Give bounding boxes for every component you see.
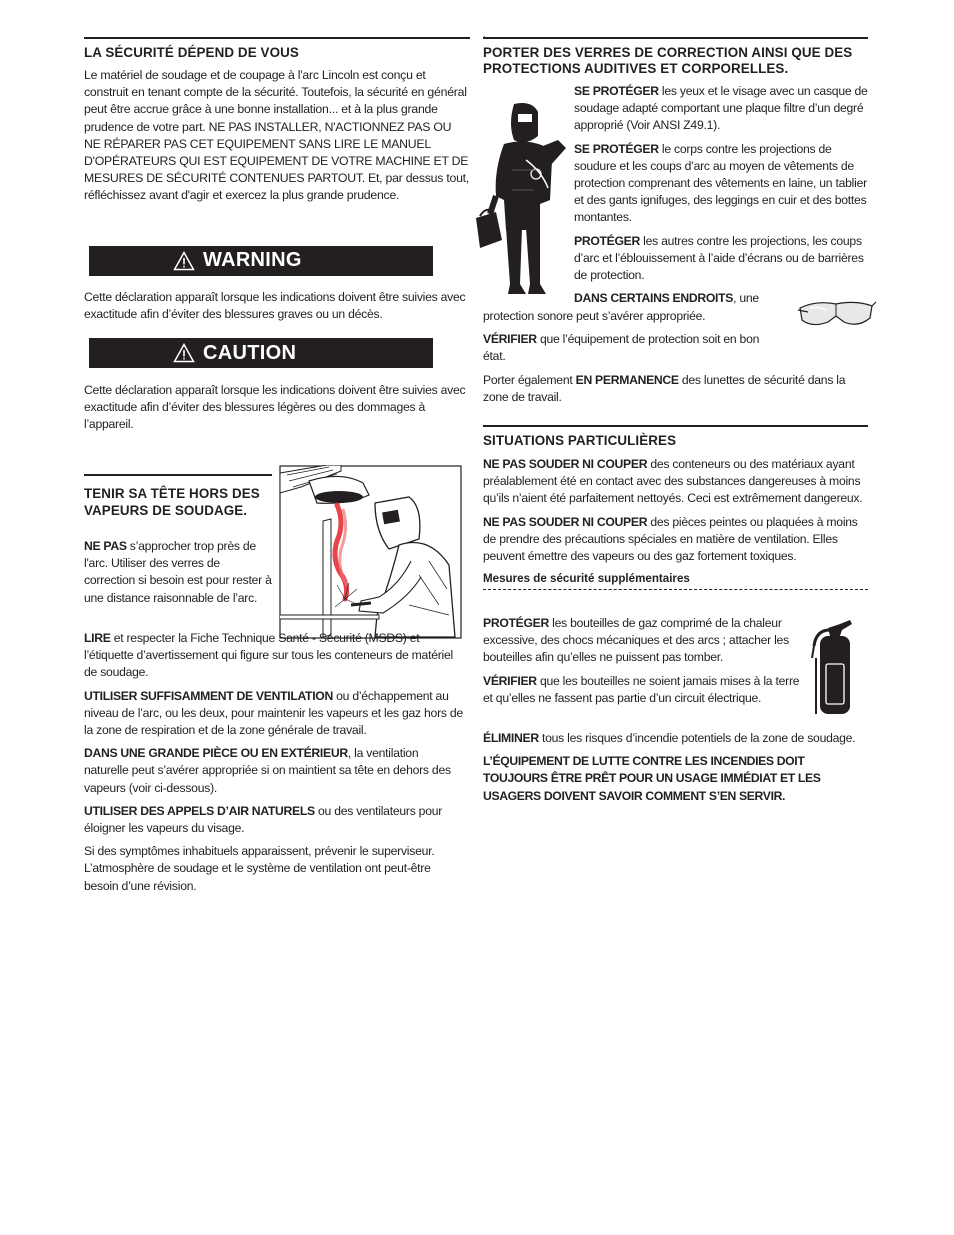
bold-lead: UTILISER SUFFISAMMENT DE VENTILATION: [84, 688, 333, 703]
warning-banner: [89, 246, 433, 276]
bold-lead: NE PAS SOUDER NI COUPER: [483, 514, 648, 529]
bold-lead: NE PAS: [84, 539, 127, 553]
bold-lead: ÉLIMINER: [483, 731, 539, 745]
right-column: [483, 37, 868, 77]
additional-paragraph-3: [483, 730, 868, 747]
fumes-paragraph-1: [84, 538, 272, 607]
protection-paragraph-3: [574, 233, 868, 285]
protection-narrow-text: [574, 83, 868, 307]
special-paragraph-2: [483, 514, 868, 566]
paragraph-text: , une: [733, 291, 759, 306]
paragraph-text: que les bouteilles ne soient jamais mises à la terre et qu’elles ne fassent pas partie d’un circuit électrique.: [483, 673, 800, 705]
paragraph-text: les bouteilles de gaz comprimé de la chaleur excessive, des chocs mécaniques et des arcs ; attacher les bouteilles afin qu’elles ne puissent pas tomber.: [483, 616, 789, 665]
section-rule: [483, 37, 868, 39]
protection-paragraph-2: [574, 141, 868, 227]
paragraph-text: , la ventilation naturelle peut s’avérer appropriée si on maintient sa tête en dehors des vapeurs (voir ci-dessous).: [84, 746, 451, 795]
bold-lead: LIRE: [84, 631, 111, 645]
paragraph-text: s’approcher trop près de l'arc. Utiliser des verres de correction si besoin est pour rester à une distance raisonnable de l’arc.: [84, 539, 272, 605]
protection-paragraph-6: [483, 372, 868, 406]
additional-paragraph-2: [483, 673, 803, 707]
section-title-protection: PORTER DES VERRES DE CORRECTION AINSI QUE DES PROTECTIONS AUDITIVES ET CORPORELLES.: [483, 45, 853, 76]
left-column: [84, 37, 470, 440]
fumes-paragraph-2: [84, 630, 464, 682]
section-title-fumes: TENIR SA TÊTE HORS DES VAPEURS DE SOUDAGE.: [84, 486, 260, 518]
fire-extinguisher-icon: [810, 618, 858, 716]
bold-lead: VÉRIFIER: [483, 332, 537, 347]
bold-lead: NE PAS SOUDER NI COUPER: [483, 457, 648, 471]
subsection-title: Mesures de sécurité supplémentaires: [483, 572, 690, 586]
dashed-divider: [483, 589, 868, 590]
additional-paragraph-1: [483, 615, 803, 667]
caution-banner: [89, 338, 433, 368]
special-paragraph-1: [483, 456, 868, 508]
paragraph-text: Porter également: [483, 373, 576, 387]
paragraph-text: des pièces peintes ou plaquées à moins de prendre des précautions spéciales en matière de ventilation. Elles peuvent émettre des vapeurs ou des gaz fortement toxiques.: [483, 514, 858, 564]
protection-paragraph-5: [483, 331, 783, 365]
paragraph-text: que l’équipement de protection soit en bon état.: [483, 332, 760, 364]
bold-lead: VÉRIFIER: [483, 673, 537, 688]
fumes-section-header: [84, 474, 272, 519]
fumes-wide-text: [84, 630, 464, 901]
additional-wide-text: [483, 730, 868, 811]
paragraph-text: ou des ventilateurs pour éloigner les vapeurs du visage.: [84, 803, 443, 836]
section-title-special: SITUATIONS PARTICULIÈRES: [483, 433, 677, 448]
caution-label: CAUTION: [203, 341, 297, 364]
welder-fumes-illustration: [279, 465, 462, 639]
welder-protective-gear-illustration: [474, 100, 572, 300]
section-rule: [84, 474, 272, 476]
paragraph-text: les yeux et le visage avec un casque de soudage adapté comportant une plaque filtre d’un degré approprié (Voir ANSI Z49.1).: [574, 84, 868, 133]
section-rule: [84, 37, 470, 39]
additional-narrow-text: [483, 615, 803, 713]
bold-lead: DANS UNE GRANDE PIÈCE OU EN EXTÉRIEUR: [84, 746, 348, 761]
protection-wide-text-a: [483, 308, 783, 372]
warning-triangle-icon: [173, 343, 195, 363]
fumes-paragraph-5: [84, 803, 464, 837]
bold-lead: SE PROTÉGER: [574, 84, 659, 98]
paragraph-text: ou d’échappement au niveau de l’arc, ou les deux, pour maintenir les vapeurs et les gaz hors de la zone de respiration et de la zone générale de travail.: [84, 688, 463, 738]
bold-lead: UTILISER DES APPELS D’AIR NATURELS: [84, 803, 315, 818]
section-rule: [483, 425, 868, 427]
fumes-paragraph-4: [84, 745, 464, 797]
warning-label: WARNING: [203, 249, 302, 272]
warning-triangle-icon: [173, 251, 195, 271]
warning-text: Cette déclaration apparaît lorsque les indications doivent être suivies avec exactitude afin d’éviter des blessures graves ou un décès.: [84, 289, 466, 321]
paragraph-text: tous les risques d’incendie potentiels de la zone de soudage.: [538, 731, 856, 745]
paragraph-text: des conteneurs ou des matériaux ayant préalablement été en contact avec des substances dangereuses à moins qu’ils n’aient été parfaitement nettoyés. Ceci est extrêmement dangereux.: [483, 457, 863, 506]
bold-lead: DANS CERTAINS ENDROITS: [574, 291, 734, 306]
caution-text: Cette déclaration apparaît lorsque les indications doivent être suivies avec exactitude afin d’éviter des blessures légères ou des dommages à l’appareil.: [84, 383, 466, 432]
protection-wide-text-b: [483, 372, 868, 412]
fumes-paragraph-6: Si des symptômes inhabituels apparaissent, prévenir le superviseur. L’atmosphère de soudage et le système de ventilation ont peut-être besoin d’une révision.: [84, 844, 435, 893]
section-title-safety: LA SÉCURITÉ DÉPEND DE VOUS: [84, 45, 299, 60]
paragraph-text: les autres contre les projections, les coups d’arc et l’éblouissement à l’aide d’écrans ou de barrières de protection.: [574, 233, 864, 283]
bold-lead: EN PERMANENCE: [575, 373, 679, 387]
fumes-narrow-text: [84, 538, 272, 613]
fumes-paragraph-3: [84, 688, 464, 740]
bold-lead: PROTÉGER: [574, 233, 640, 248]
paragraph-text: et respecter la Fiche Technique Santé - Sécurité (MSDS) et l’étiquette d’avertissement qui figure sur tous les conteneurs de matériel de soudage.: [84, 631, 453, 680]
paragraph-text: le corps contre les projections de soudure et les coups d’arc au moyen de vêtements de protection comprenant des vêtements en laine, un tablier et des gants ignifuges, des leggings en cuir et des bottes montantes.: [574, 141, 867, 225]
special-situations-section: [483, 425, 868, 597]
bold-lead: SE PROTÉGER: [574, 141, 659, 156]
bold-lead: PROTÉGER: [483, 616, 549, 630]
safety-glasses-icon: [796, 298, 876, 332]
protection-paragraph-4b: protection sonore peut s’avérer appropriée.: [483, 309, 706, 323]
safety-intro-text: Le matériel de soudage et de coupage à l'arc Lincoln est conçu et construit en tenant compte de la sécurité. Toutefois, la sécurité en général peut être accrue grâce à une bonne installation... et à la plus grande prudence de votre part. NE PAS INSTALLER, N'ACTIONNEZ PAS OU NE RÉPARER PAS CET EQUIPEMENT SANS LIRE LE MANUEL D'OPÉRATEURS QUI EST EQUIPEMENT DE VOTRE MACHINE ET DE MESURES DE SÉCURITÉ CONTENUES PARTOUT. Et, par dessus tout, réfléchissez avant d'agir et exercez la plus grande prudence.: [84, 68, 470, 203]
additional-paragraph-4: L’ÉQUIPEMENT DE LUTTE CONTRE LES INCENDIES DOIT TOUJOURS ÊTRE PRÊT POUR UN USAGE IMMÉDIAT ET LES USAGERS DOIVENT SAVOIR COMMENT S’EN SERVIR.: [483, 754, 821, 803]
paragraph-text: des lunettes de sécurité dans la zone de travail.: [483, 373, 846, 405]
stray-dot: .: [483, 30, 486, 39]
protection-paragraph-1: [574, 83, 868, 135]
